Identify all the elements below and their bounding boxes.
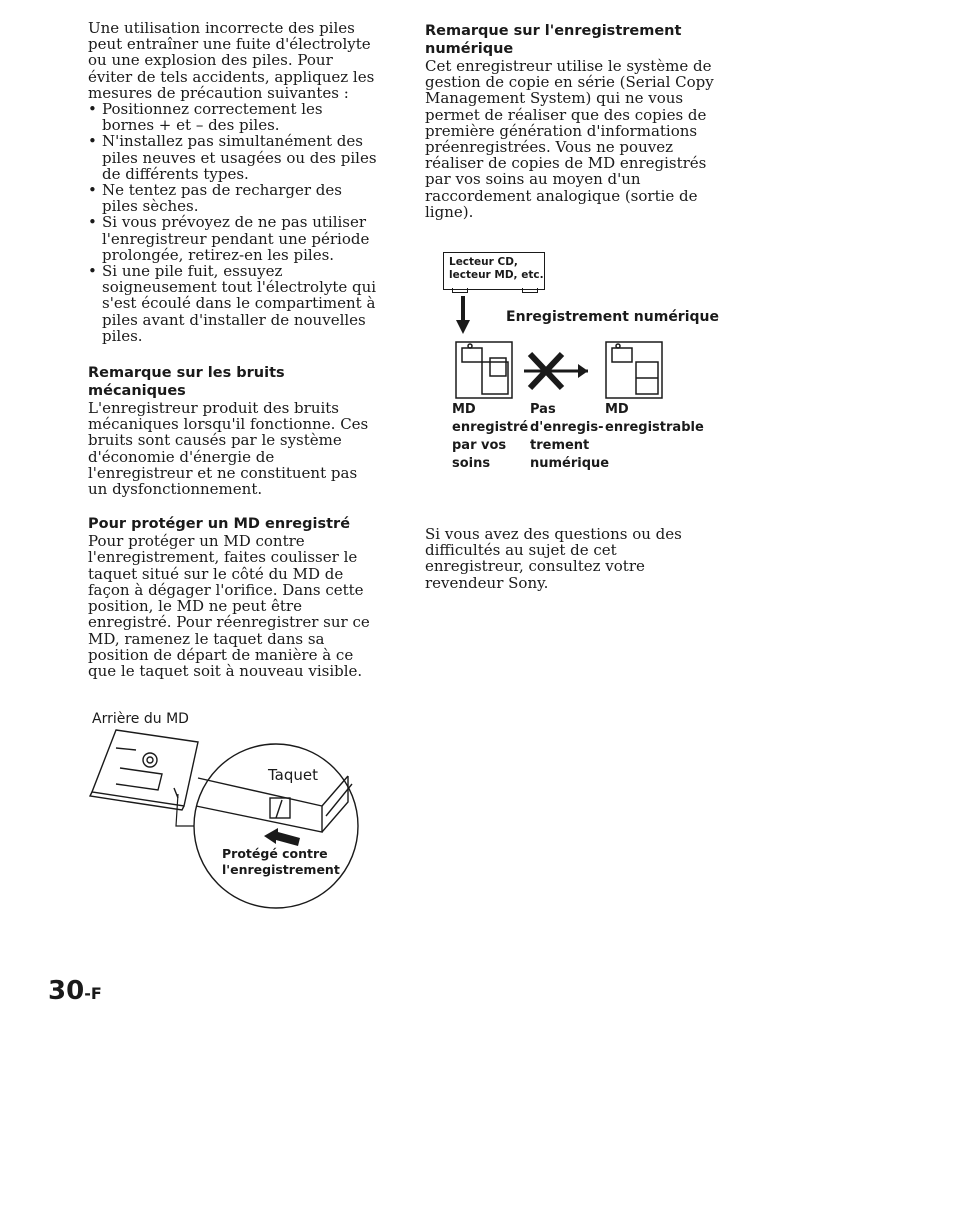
digital-heading-line: Remarque sur l'enregistrement	[425, 23, 682, 39]
list-item: • Si une pile fuit, essuyez soigneusement tout l'électrolyte qui s'est écoulé dans le compartiment à piles avant d'installer de nouvelles piles.	[86, 263, 378, 344]
col-label-line: enregistré	[452, 420, 529, 435]
list-item: • Ne tentez pas de recharger des piles sèches.	[86, 182, 378, 214]
source-label-line: lecteur MD, etc.	[449, 269, 544, 281]
md-recordable-icon	[606, 342, 662, 398]
col-label-line: soins	[452, 456, 491, 471]
protect-text: Pour protéger un MD contre l'enregistrement, faites coulisser le taquet situé sur le côté du MD de façon à dégager l'orifice. Dans cette position, le MD ne peut être enregistré. Pour réenregistrer sur ce MD, ramenez le taquet dans sa position de départ de manière à ce que le taquet soit à nouveau visible.	[88, 532, 370, 680]
col-label-line: trement	[530, 438, 590, 453]
col-label-line: enregistrable	[605, 420, 704, 435]
md-edge-detail	[196, 776, 352, 832]
protected-label-line: Protégé contre	[222, 846, 328, 861]
protect-heading: Pour protéger un MD enregistré	[88, 516, 351, 533]
md-recorded-icon	[456, 342, 512, 398]
battery-intro: Une utilisation incorrecte des piles peut entraîner une fuite d'électrolyte ou une explosion des piles. Pour éviter de tels accidents, appliquez les mesures de précaution suivantes :	[88, 19, 375, 102]
scms-chain-figure	[452, 338, 672, 402]
col-label-recorded	[452, 401, 528, 473]
closing-text: Si vous avez des questions ou des difficultés au sujet de cet enregistreur, consultez votre revendeur Sony.	[425, 525, 682, 592]
page-number-suffix: -F	[84, 984, 102, 1003]
slide-arrow-icon	[264, 828, 300, 846]
noise-text: L'enregistreur produit des bruits mécaniques lorsqu'il fonctionne. Ces bruits sont causés par le système d'économie d'énergie de l'enregistreur et ne constituent pas un dysfonctionnement.	[88, 399, 369, 499]
source-label-line: Lecteur CD,	[449, 256, 518, 268]
closing-note	[425, 526, 715, 591]
list-item: • N'installez pas simultanément des piles neuves et usagées ou des piles de différents types.	[86, 133, 378, 182]
col-label-line: Pas	[530, 402, 556, 417]
md-rear-label: Arrière du MD	[92, 711, 189, 727]
list-item: • Si vous prévoyez de ne pas utiliser l'enregistreur pendant une période prolongée, retirez-en les piles.	[86, 214, 378, 263]
col-label-recordable	[605, 401, 704, 437]
md-write-protect-figure	[86, 728, 376, 910]
col-label-line: MD	[605, 402, 629, 417]
col-label-line: MD	[452, 402, 476, 417]
protected-label	[222, 846, 340, 878]
col-label-no-recording	[530, 401, 609, 473]
right-column	[425, 22, 720, 220]
col-label-line: numérique	[530, 456, 610, 471]
page-number-value: 30	[48, 976, 85, 1006]
md-cartridge-icon	[90, 730, 198, 810]
digital-heading	[425, 22, 720, 58]
battery-precautions-list	[86, 101, 378, 344]
col-label-line: par vos	[452, 438, 507, 453]
protected-label-line: l'enregistrement	[222, 862, 340, 877]
digital-text: Cet enregistreur utilise le système de gestion de copie en série (Serial Copy Management System) qui ne vous permet de réaliser que des copies de première génération d'informations préenregistrées. Vous ne pouvez réaliser de copies de MD enregistrés par vos soins au moyen d'un raccordement analogique (sortie de ligne).	[425, 57, 714, 221]
device-foot	[522, 288, 538, 293]
device-foot	[452, 288, 468, 293]
cross-icon	[524, 354, 588, 388]
source-device-box	[443, 252, 545, 290]
list-item: • Positionnez correctement les bornes + et – des piles.	[86, 101, 378, 133]
tab-label: Taquet	[268, 766, 319, 784]
col-label-line: d'enregis-	[530, 420, 604, 435]
noise-heading: Remarque sur les bruits mécaniques	[88, 365, 285, 400]
digital-rec-label: Enregistrement numérique	[506, 309, 719, 325]
down-arrow-icon	[455, 296, 471, 336]
page-number	[48, 976, 102, 1006]
left-column	[88, 20, 378, 679]
digital-heading-line: numérique	[425, 41, 514, 57]
